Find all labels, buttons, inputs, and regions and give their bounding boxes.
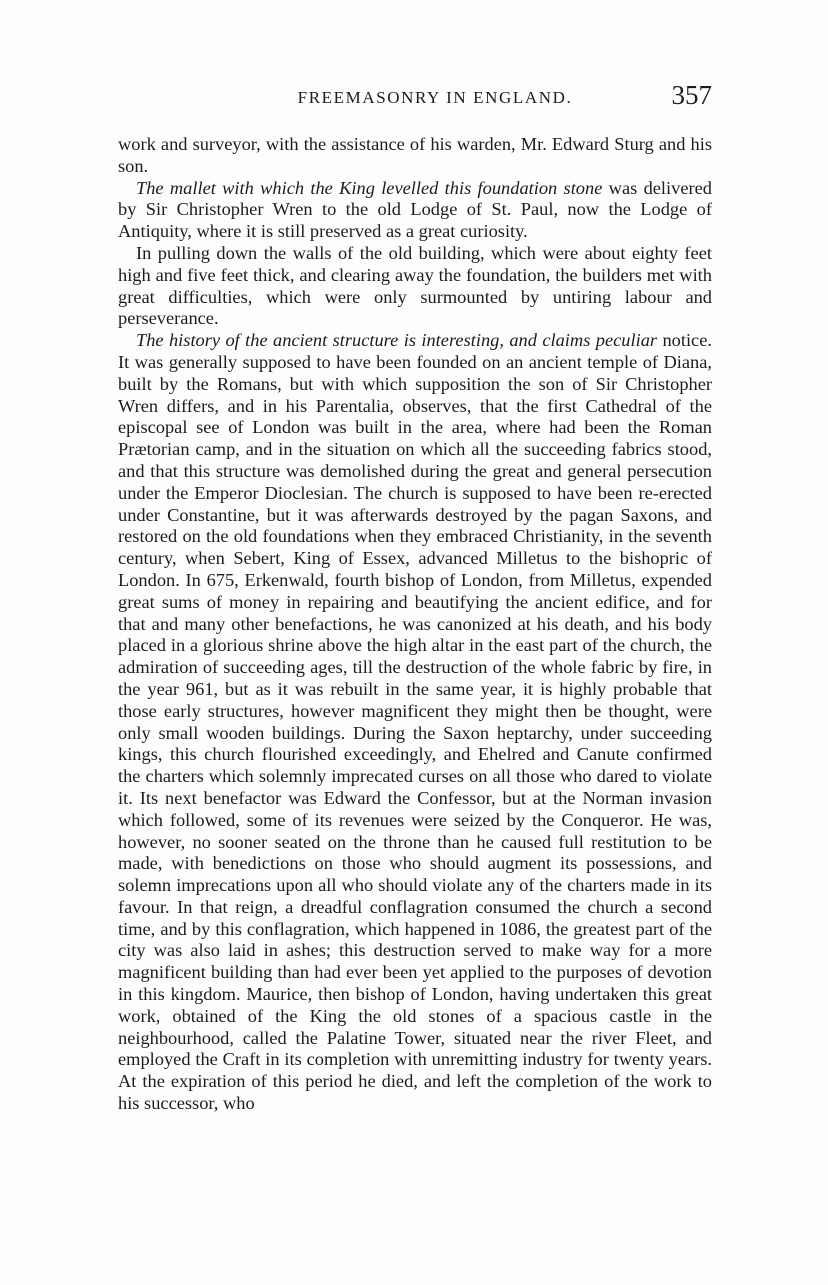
paragraph	[118, 243, 712, 330]
text-run-italic: The history of the ancient structure is interesting, and claims peculiar	[136, 330, 658, 351]
running-head: FREEMASONRY IN ENGLAND.	[297, 88, 573, 107]
text-run: notice. It was generally supposed to have been founded on an ancient temple of Diana, built by the Romans, but with which supposition the son of Sir Christopher Wren differs, and in his Parentalia, observes, that the first Cathedral of the episcopal see of London was built in the area, where had been the Roman Prætorian camp, and in the situation on which all the succeeding fabrics stood, and that this structure was demolished during the great and general persecution under the Emperor Dioclesian. The church is supposed to have been re-erected under Constantine, but it was afterwards destroyed by the pagan Saxons, and restored on the old foundations when they embraced Christianity, in the seventh century, when Sebert, King of Essex, advanced Milletus to the bishopric of London. In 675, Erkenwald, fourth bishop of London, from Milletus, expended great sums of money in repairing and beautifying the ancient edifice, and for that and many other benefactions, he was canonized at his death, and his body placed in a glorious shrine above the high altar in the east part of the church, the admiration of succeeding ages, till the destruction of the whole fabric by fire, in the year 961, but as it was rebuilt in the same year, it is highly probable that those early structures, however magnificent they might then be thought, were only small wooden buildings. During the Saxon heptarchy, under succeeding kings, this church flourished exceedingly, and Ehelred and Canute confirmed the charters which solemnly imprecated curses on all those who dared to violate it. Its next benefactor was Edward the Confessor, but at the Norman invasion which followed, some of its revenues were seized by the Conqueror. He was, however, no sooner seated on the throne than he caused full restitution to be made, with benedictions on those who should augment its possessions, and solemn imprecations upon all who should violate any of the charters made in its favour. In that reign, a dreadful conflagration consumed the church a second time, and by this conflagration, which happened in 1086, the greatest part of the city was also laid in ashes; this destruction served to make way for a more magnificent building than had ever been yet applied to the purposes of devotion in this kingdom. Maurice, then bishop of London, having undertaken this great work, obtained of the King the old stones of a spacious castle in the neighbourhood, called the Palatine Tower, situated near the river Fleet, and employed the Craft in its completion with unremitting industry for twenty years. At the expiration of this period he died, and left the completion of the work to his successor, who	[118, 330, 712, 1114]
text-run: In pulling down the walls of the old building, which were about eighty feet high and five feet thick, and clearing away the foundation, the builders met with great difficulties, which were only surmounted by untiring labour and perseverance.	[118, 242, 712, 329]
page-header	[118, 80, 712, 118]
paragraph	[118, 330, 712, 1115]
paragraph	[118, 134, 712, 178]
body-text	[118, 134, 712, 1115]
text-run-italic: The mallet with which the King levelled this foundation stone	[136, 177, 603, 198]
text-run: work and surveyor, with the assistance of his warden, Mr. Edward Sturg and his son.	[118, 134, 712, 176]
text-run: was delivered by Sir Christopher Wren to the old Lodge of St. Paul, now the Lodge of Antiquity, where it is still preserved as a great curiosity.	[118, 177, 712, 242]
page-number: 357	[671, 80, 712, 110]
paragraph	[118, 178, 712, 243]
